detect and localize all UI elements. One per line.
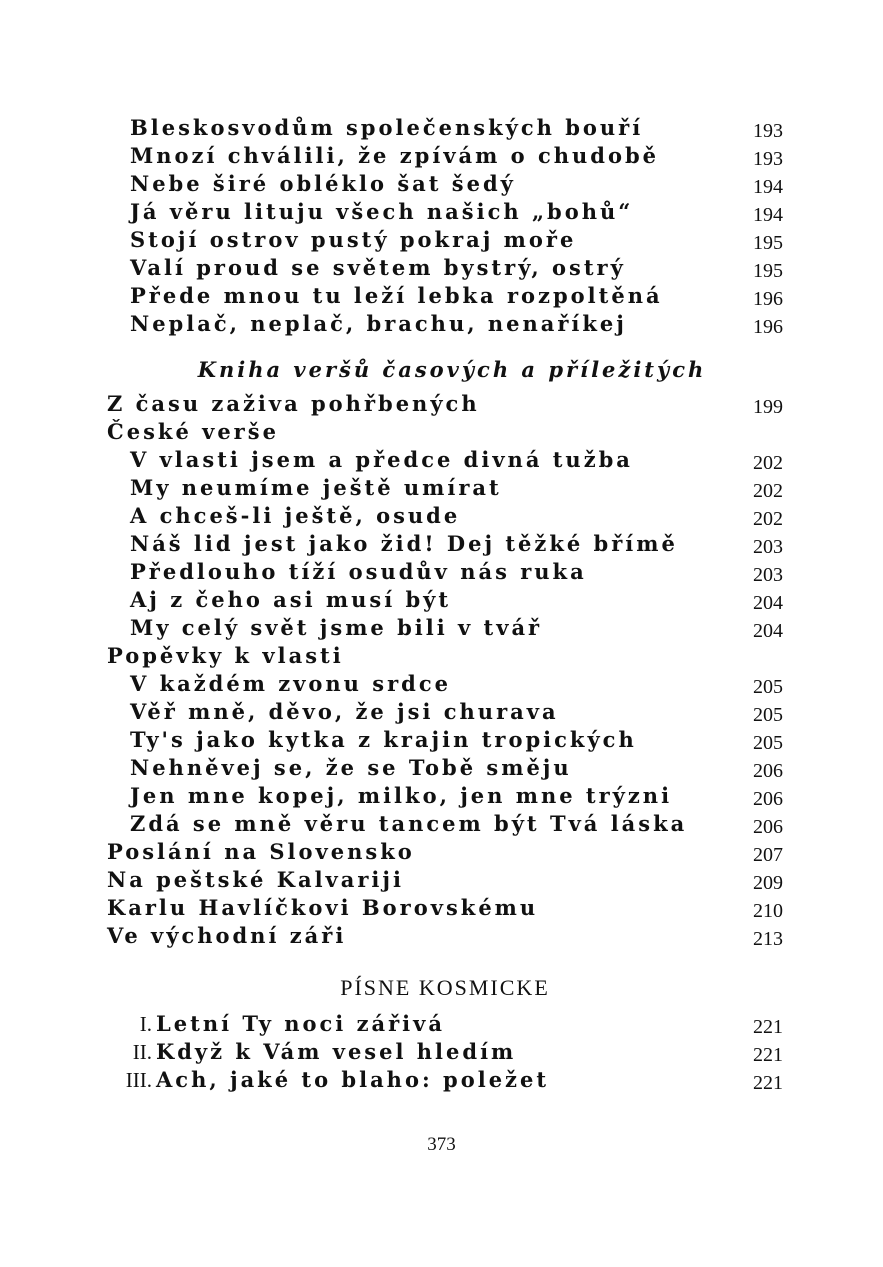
toc-entry <box>107 418 783 446</box>
toc-entry-page-number: 213 <box>753 928 783 950</box>
toc-entry-roman-numeral: I. <box>139 1012 152 1036</box>
toc-entry <box>107 894 783 922</box>
toc-entry-roman-numeral: II. <box>132 1040 152 1064</box>
toc-entry <box>107 614 783 642</box>
caps-section-heading: PÍSNE KOSMICKE <box>340 975 550 1000</box>
toc-entry-title: Předlouho tíží osudův nás ruka <box>130 559 587 584</box>
toc-entry-roman-numeral: III. <box>125 1068 152 1092</box>
toc-entry <box>107 254 783 282</box>
table-of-contents <box>107 114 783 1094</box>
toc-entry-title: V vlasti jsem a předce divná tužba <box>130 447 633 472</box>
toc-entry-title <box>107 1038 516 1066</box>
toc-entry-page-number: 196 <box>753 288 783 310</box>
toc-entry-page-number: 206 <box>753 816 783 838</box>
toc-entry-page-number: 205 <box>753 676 783 698</box>
section-heading: Kniha veršů časových a příležitých <box>197 357 707 382</box>
toc-entry-page-number: 204 <box>753 592 783 614</box>
toc-entry-title-text: Ach, jaké to blaho: poležet <box>156 1067 550 1092</box>
toc-entry-title: Přede mnou tu leží lebka rozpoltěná <box>130 283 663 308</box>
toc-entry <box>107 1038 783 1066</box>
toc-entry-title: Na peštské Kalvariji <box>107 867 404 892</box>
toc-entry-page-number: 195 <box>753 232 783 254</box>
toc-entry-page-number: 205 <box>753 704 783 726</box>
toc-entry-page-number: 196 <box>753 316 783 338</box>
toc-entry-page-number: 199 <box>753 396 783 418</box>
toc-entry-title: Nehněvej se, že se Tobě směju <box>130 755 572 780</box>
toc-entry-page-number: 195 <box>753 260 783 282</box>
toc-entry-title: Popěvky k vlasti <box>107 643 344 668</box>
toc-entry-title: České verše <box>107 419 279 444</box>
toc-entry-page-number: 194 <box>753 204 783 226</box>
toc-entry <box>107 558 783 586</box>
toc-entry <box>107 670 783 698</box>
toc-entry-title: Náš lid jest jako žid! Dej těžké břímě <box>130 531 678 556</box>
toc-entry <box>107 282 783 310</box>
toc-entry-title: Poslání na Slovensko <box>107 839 415 864</box>
toc-entry-title: My celý svět jsme bili v tvář <box>130 615 543 640</box>
toc-entry <box>107 310 783 338</box>
toc-entry <box>107 922 783 950</box>
toc-entry-page-number: 221 <box>753 1016 783 1038</box>
toc-entry-page-number: 209 <box>753 872 783 894</box>
toc-entry <box>107 866 783 894</box>
toc-entry <box>107 226 783 254</box>
toc-entry-page-number: 204 <box>753 620 783 642</box>
toc-entry-title-text: Letní Ty noci zářivá <box>156 1011 445 1036</box>
toc-entry-title: Karlu Havlíčkovi Borovskému <box>107 895 539 920</box>
toc-entry-title: Věř mně, děvo, že jsi churava <box>130 699 559 724</box>
toc-entry <box>107 810 783 838</box>
toc-entry-title <box>107 1010 445 1038</box>
toc-entry-page-number: 193 <box>753 148 783 170</box>
toc-group-1 <box>107 114 783 338</box>
toc-entry-title: Mnozí chválili, že zpívám o chudobě <box>130 143 660 168</box>
toc-entry-page-number: 206 <box>753 760 783 782</box>
toc-entry-page-number: 193 <box>753 120 783 142</box>
toc-entry-page-number: 221 <box>753 1044 783 1066</box>
toc-entry-title: Valí proud se světem bystrý, ostrý <box>130 255 626 280</box>
toc-entry-page-number: 205 <box>753 732 783 754</box>
toc-entry-title: Neplač, neplač, brachu, nenaříkej <box>130 311 627 336</box>
toc-entry-page-number: 202 <box>753 480 783 502</box>
toc-entry-title: V každém zvonu srdce <box>130 671 451 696</box>
toc-entry-title: Aj z čeho asi musí být <box>130 587 452 612</box>
toc-entry <box>107 838 783 866</box>
toc-entry-title-text: Když k Vám vesel hledím <box>156 1039 517 1064</box>
toc-entry-page-number: 206 <box>753 788 783 810</box>
toc-entry <box>107 390 783 418</box>
toc-entry-title: Z času zaživa pohřbených <box>107 391 480 416</box>
toc-entry <box>107 170 783 198</box>
toc-entry-title: My neumíme ještě umírat <box>130 475 502 500</box>
toc-entry <box>107 1010 783 1038</box>
toc-entry <box>107 474 783 502</box>
toc-group-3 <box>107 1010 783 1094</box>
toc-entry-page-number: 202 <box>753 452 783 474</box>
toc-entry <box>107 502 783 530</box>
toc-entry <box>107 142 783 170</box>
toc-entry <box>107 1066 783 1094</box>
toc-entry-title: Ve východní záři <box>107 923 347 948</box>
toc-group-2 <box>107 390 783 950</box>
toc-entry <box>107 726 783 754</box>
toc-entry <box>107 198 783 226</box>
toc-entry-title: Zdá se mně věru tancem být Tvá láska <box>130 811 688 836</box>
toc-entry-title: Bleskosvodům společenských bouří <box>130 115 644 140</box>
toc-entry-page-number: 207 <box>753 844 783 866</box>
toc-entry-page-number: 221 <box>753 1072 783 1094</box>
toc-entry <box>107 446 783 474</box>
toc-entry <box>107 754 783 782</box>
toc-entry-page-number: 203 <box>753 564 783 586</box>
toc-entry-title: Jen mne kopej, milko, jen mne trýzni <box>130 783 673 808</box>
toc-entry-title: A chceš-li ještě, osude <box>130 503 461 528</box>
toc-entry-title: Stojí ostrov pustý pokraj moře <box>130 227 577 252</box>
toc-entry <box>107 586 783 614</box>
toc-entry <box>107 642 783 670</box>
toc-entry-title: Nebe širé obléklo šat šedý <box>130 171 516 196</box>
toc-entry-title <box>107 1066 549 1094</box>
toc-entry-page-number: 194 <box>753 176 783 198</box>
toc-entry <box>107 114 783 142</box>
toc-entry <box>107 530 783 558</box>
toc-entry <box>107 698 783 726</box>
toc-entry-page-number: 210 <box>753 900 783 922</box>
toc-entry-title: Já věru lituju všech našich „bohů“ <box>130 199 634 224</box>
toc-entry-title: Ty's jako kytka z krajin tropických <box>130 727 637 752</box>
page-number: 373 <box>427 1134 456 1155</box>
toc-entry <box>107 782 783 810</box>
toc-entry-page-number: 203 <box>753 536 783 558</box>
toc-entry-page-number: 202 <box>753 508 783 530</box>
